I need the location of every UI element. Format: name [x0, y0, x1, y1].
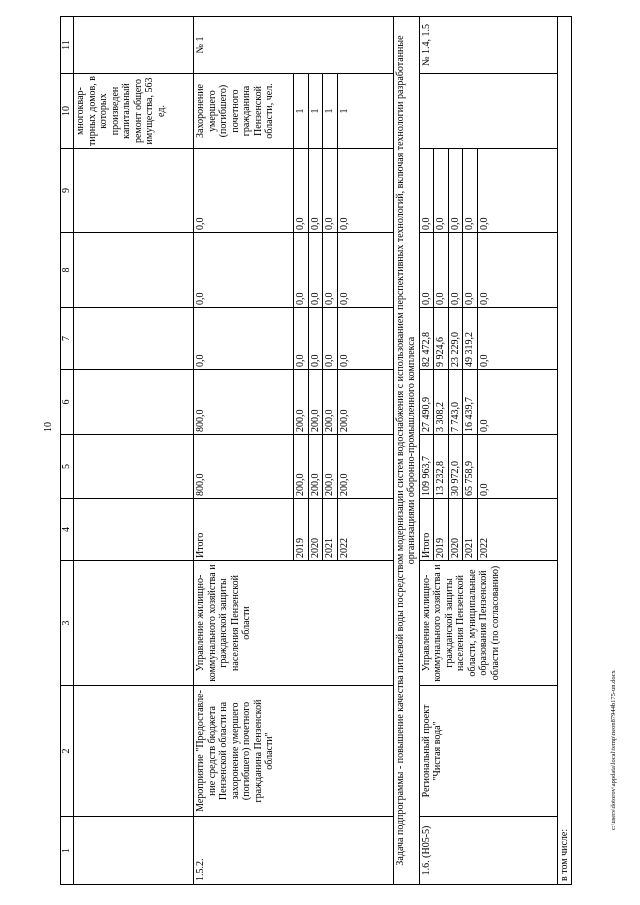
value-cell: 800,0: [194, 370, 294, 435]
value-cell: 0,0: [294, 233, 309, 308]
table-cell: [74, 435, 194, 499]
year-cell: 2022: [477, 499, 557, 561]
indicator-value: 1: [323, 74, 338, 149]
program-table: [60, 16, 572, 885]
table-cell: [74, 308, 194, 370]
table-cell: [477, 74, 557, 149]
value-cell: 0,0: [463, 149, 478, 233]
value-cell: 0,0: [323, 233, 338, 308]
value-cell: 200,0: [323, 435, 338, 499]
value-cell: 0,0: [194, 149, 294, 233]
value-cell: 0,0: [463, 233, 478, 308]
year-cell: 2019: [434, 499, 449, 561]
value-cell: 0,0: [337, 233, 393, 308]
table-cell: [463, 74, 478, 149]
column-number: 3: [61, 561, 74, 686]
year-cell: 2022: [337, 499, 393, 561]
reference-cell: № 1.4, 1.5: [419, 17, 557, 74]
table-cell: [74, 561, 194, 686]
table-cell: [448, 74, 463, 149]
table-cell: [74, 686, 194, 817]
footer-text: в том числе:: [557, 17, 572, 885]
year-cell: 2021: [463, 499, 478, 561]
column-number: 9: [61, 149, 74, 233]
value-cell: 0,0: [434, 149, 449, 233]
measure-name: Мероприятие "Предоставле-ние средств бюджета Пензенской области на захоронение умершего (погибшего) почетного гражданина Пензенской области": [194, 686, 394, 817]
column-number: 1: [61, 817, 74, 885]
value-cell: 0,0: [294, 308, 309, 370]
value-cell: 9 924,6: [434, 308, 449, 370]
value-cell: 109 963,7: [419, 435, 434, 499]
row-number: 1.6. (Н05-5): [419, 817, 557, 885]
value-cell: 0,0: [448, 233, 463, 308]
value-cell: 3 308,2: [434, 370, 449, 435]
year-cell: Итого: [419, 499, 434, 561]
task-row: [393, 17, 419, 885]
value-cell: 0,0: [477, 370, 557, 435]
table-cell: [74, 499, 194, 561]
year-cell: 2019: [294, 499, 309, 561]
rotated-page: [60, 17, 570, 885]
value-cell: 49 319,2: [463, 308, 478, 370]
year-cell: 2020: [448, 499, 463, 561]
value-cell: 13 232,8: [434, 435, 449, 499]
value-cell: 200,0: [337, 370, 393, 435]
value-cell: 0,0: [308, 308, 323, 370]
value-cell: 800,0: [194, 435, 294, 499]
year-cell: 2021: [323, 499, 338, 561]
page-number: 10: [43, 422, 54, 432]
file-path: c:\users\dotorov\appdata\local\temp\neon87944b175-un.docx: [610, 670, 617, 830]
value-cell: 0,0: [419, 149, 434, 233]
executor: Управление жилищно-коммунального хозяйства и гражданской защиты населения Пензенской области, муниципальные образования Пензенской области (по согласованию): [419, 561, 557, 686]
value-cell: 82 472,8: [419, 308, 434, 370]
table-cell: [74, 17, 194, 74]
value-cell: 27 490,9: [419, 370, 434, 435]
value-cell: 200,0: [323, 370, 338, 435]
column-number: 4: [61, 499, 74, 561]
table-cell: [419, 74, 434, 149]
value-cell: 0,0: [477, 233, 557, 308]
value-cell: 0,0: [294, 149, 309, 233]
reference-cell: № 1: [194, 17, 394, 74]
executor: Управление жилищно-коммунального хозяйства и гражданской защиты населения Пензенской области: [194, 561, 394, 686]
task-text: Задача подпрограммы - повышение качества питьевой воды посредством модернизации систем водоснабжения с использованием перспективных технологий, включая технологии разработанные организациями оборонно-промышленного комплекса: [393, 17, 419, 885]
indicator-value: 1: [294, 74, 309, 149]
value-cell: 0,0: [323, 308, 338, 370]
continuation-row: [74, 17, 194, 885]
column-number: 2: [61, 686, 74, 817]
year-cell: Итого: [194, 499, 294, 561]
value-cell: 200,0: [308, 435, 323, 499]
row-number: 1.5.2.: [194, 817, 394, 885]
column-number-row: [61, 17, 74, 885]
column-number: 7: [61, 308, 74, 370]
column-number: 8: [61, 233, 74, 308]
column-number: 6: [61, 370, 74, 435]
table-cell: [434, 74, 449, 149]
column-number: 10: [61, 74, 74, 149]
value-cell: 0,0: [308, 149, 323, 233]
value-cell: 0,0: [419, 233, 434, 308]
value-cell: 0,0: [323, 149, 338, 233]
table-cell: [74, 233, 194, 308]
value-cell: 65 758,9: [463, 435, 478, 499]
value-cell: 16 439,7: [463, 370, 478, 435]
indicator-value: 1: [337, 74, 393, 149]
value-cell: 23 229,0: [448, 308, 463, 370]
table-cell: [74, 149, 194, 233]
table-row: [194, 17, 294, 885]
table-cell: [74, 817, 194, 885]
indicator-cell: многоквар-тирных домов, в которых произведен капитальный ремонт общего имущества, 563 ед.: [74, 74, 194, 149]
value-cell: 0,0: [477, 308, 557, 370]
value-cell: 200,0: [294, 370, 309, 435]
value-cell: 7 743,0: [448, 370, 463, 435]
value-cell: 30 972,0: [448, 435, 463, 499]
value-cell: 0,0: [477, 435, 557, 499]
table-cell: [74, 370, 194, 435]
value-cell: 200,0: [308, 370, 323, 435]
column-number: 5: [61, 435, 74, 499]
column-number: 11: [61, 17, 74, 74]
value-cell: 0,0: [337, 149, 393, 233]
year-cell: 2020: [308, 499, 323, 561]
program-table-wrapper: [60, 17, 570, 885]
value-cell: 0,0: [194, 308, 294, 370]
value-cell: 0,0: [477, 149, 557, 233]
value-cell: 0,0: [448, 149, 463, 233]
footer-row: [557, 17, 572, 885]
value-cell: 0,0: [434, 233, 449, 308]
value-cell: 0,0: [194, 233, 294, 308]
indicator-cell: Захоронение умершего (погибшего) почетного гражданина Пензенской области, чел.: [194, 74, 294, 149]
value-cell: 200,0: [294, 435, 309, 499]
measure-name: Региональный проект "Чистая вода": [419, 686, 557, 817]
value-cell: 0,0: [308, 233, 323, 308]
value-cell: 200,0: [337, 435, 393, 499]
value-cell: 0,0: [337, 308, 393, 370]
indicator-value: 1: [308, 74, 323, 149]
table-row: [419, 17, 434, 885]
